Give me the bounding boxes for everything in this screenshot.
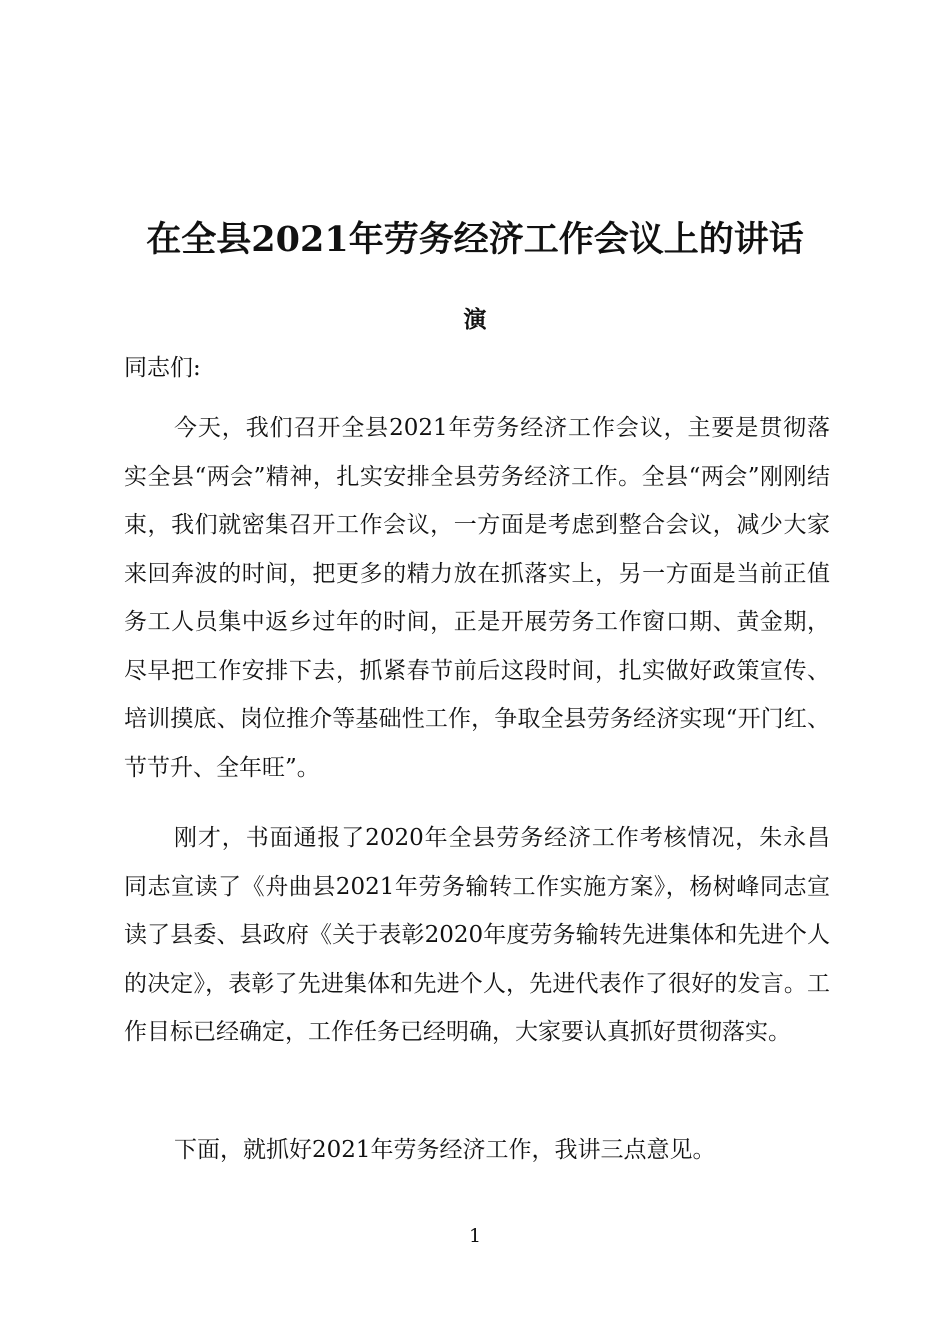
speaker-line: 演 [463,306,487,333]
document-title: 在全县2021年劳务经济工作会议上的讲话 [146,219,804,260]
salutation: 同志们: [124,355,201,381]
body-paragraph-2: 刚才，书面通报了2020年全县劳务经济工作考核情况，朱永昌同志宣读了《舟曲县2021年劳务输转工作实施方案》，杨树峰同志宣读了县委、县政府《关于表彰2020年度劳务输转先进集体和先进个人的决定》，表彰了先进集体和先进个人，先进代表作了很好的发言。工作目标已经确定，工作任务已经明确，大家要认真抓好贯彻落实。 [124,825,830,1045]
body-paragraph-1: 今天，我们召开全县2021年劳务经济工作会议，主要是贯彻落实全县“两会”精神，扎实安排全县劳务经济工作。全县“两会”刚刚结束，我们就密集召开工作会议，一方面是考虑到整合会议，减少大家来回奔波的时间，把更多的精力放在抓落实上，另一方面是当前正值务工人员集中返乡过年的时间，正是开展劳务工作窗口期、黄金期，尽早把工作安排下去，抓紧春节前后这段时间，扎实做好政策宣传、培训摸底、岗位推介等基础性工作，争取全县劳务经济实现“开门红、节节升、全年旺”。 [124,415,830,781]
page-number: 1 [468,1225,482,1247]
body-paragraph-3: 下面，就抓好2021年劳务经济工作，我讲三点意见。 [174,1137,716,1163]
